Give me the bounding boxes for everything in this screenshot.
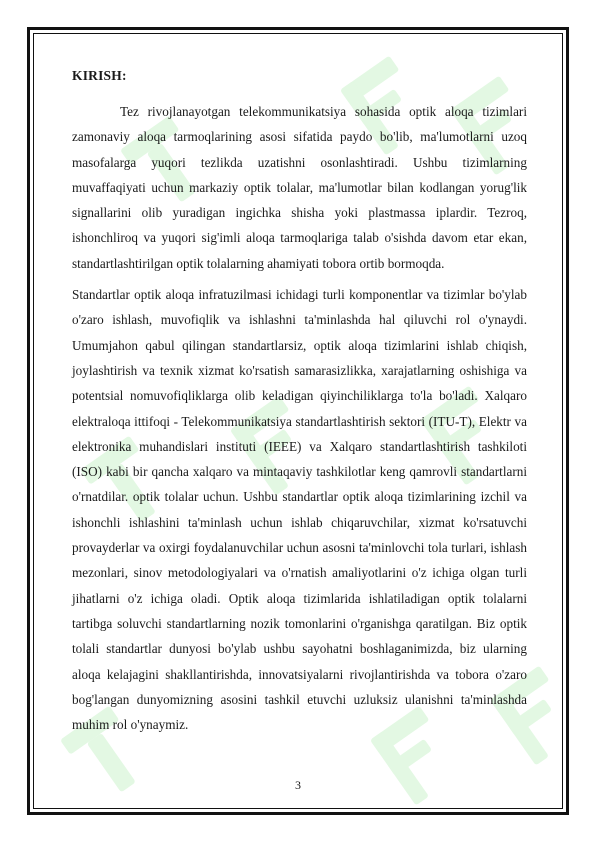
document-body: [72, 68, 527, 737]
section-heading: KIRISH:: [72, 68, 127, 83]
page-number: 3: [295, 778, 301, 792]
paragraph-intro: Tez rivojlanayotgan telekommunikatsiya sohasida optik aloqa tizimlari zamonaviy aloqa tarmoqlarining asosi sifatida paydo bo'lib, ma'lumotlarni uzoq masofalarga yuqori tezlikda uzatishni osonlashtiradi. Ushbu tizimlarning muvaffaqiyati uchun markaziy optik tolalar, ma'lumotlar bilan kodlangan yorug'lik signallarini olib yuradigan ingichka shisha yoki plastmassa iplardir. Tezroq, ishonchliroq va yuqori sig'imli aloqa tarmoqlariga talab o'sishda davom etar ekan, standartlashtirilgan optik tolalarning ahamiyati tobora ortib bormoqda.: [72, 104, 527, 271]
paragraph-standards: Standartlar optik aloqa infratuzilmasi ichidagi turli komponentlar va tizimlar bo'ylab o'zaro ishlash, muvofiqlik va ishlashni ta'minlashda hal qiluvchi rol o'ynaydi. Umumjahon qabul qilingan standartlarsiz, optik aloqa tizimlarini ishlab chiqish, joylashtirish va texnik xizmat ko'rsatish samarasizlikka, xarajatlarning oshishiga va potentsial nomuvofiqliklarga olib keladigan qiyinchiliklarga to'la bo'ladi. Xalqaro elektraloqa ittifoqi - Telekommunikatsiya standartlashtirish sektori (ITU-T), Elektr va elektronika muhandislari instituti (IEEE) va Xalqaro standartlashtirish tashkiloti (ISO) kabi bir qancha xalqaro va mintaqaviy tashkilotlar keng qamrovli standartlarni o'rnatdilar. optik tolalar uchun. Ushbu standartlar optik aloqa tizimlarining izchil va ishonchli ishlashini ta'minlash uchun ishlab chiqaruvchilar, xizmat ko'rsatuvchi provayderlar va oxirgi foydalanuvchilar uchun asosni ta'minlovchi tola turlari, ishlash mezonlari, sinov metodologiyalari va o'rnatish amaliyotlarini o'z ichiga olgan turli jihatlarni o'z ichiga oladi. Optik aloqa tizimlarida ishlatiladigan optik tolalarni tartibga soluvchi standartlarning nozik tomonlarini o'rganishga qaratilgan. Biz optik tolali standartlar dunyosi bo'ylab ushbu sayohatni boshlaganimizda, biz ularning aloqa kelajagini shakllantirishda, innovatsiyalarni rivojlantirishda va tobora o'zaro bog'langan dunyomizning asosini tashkil etuvchi uzluksiz ulanishni ta'minlashda muhim rol o'ynaymiz.: [72, 287, 527, 733]
